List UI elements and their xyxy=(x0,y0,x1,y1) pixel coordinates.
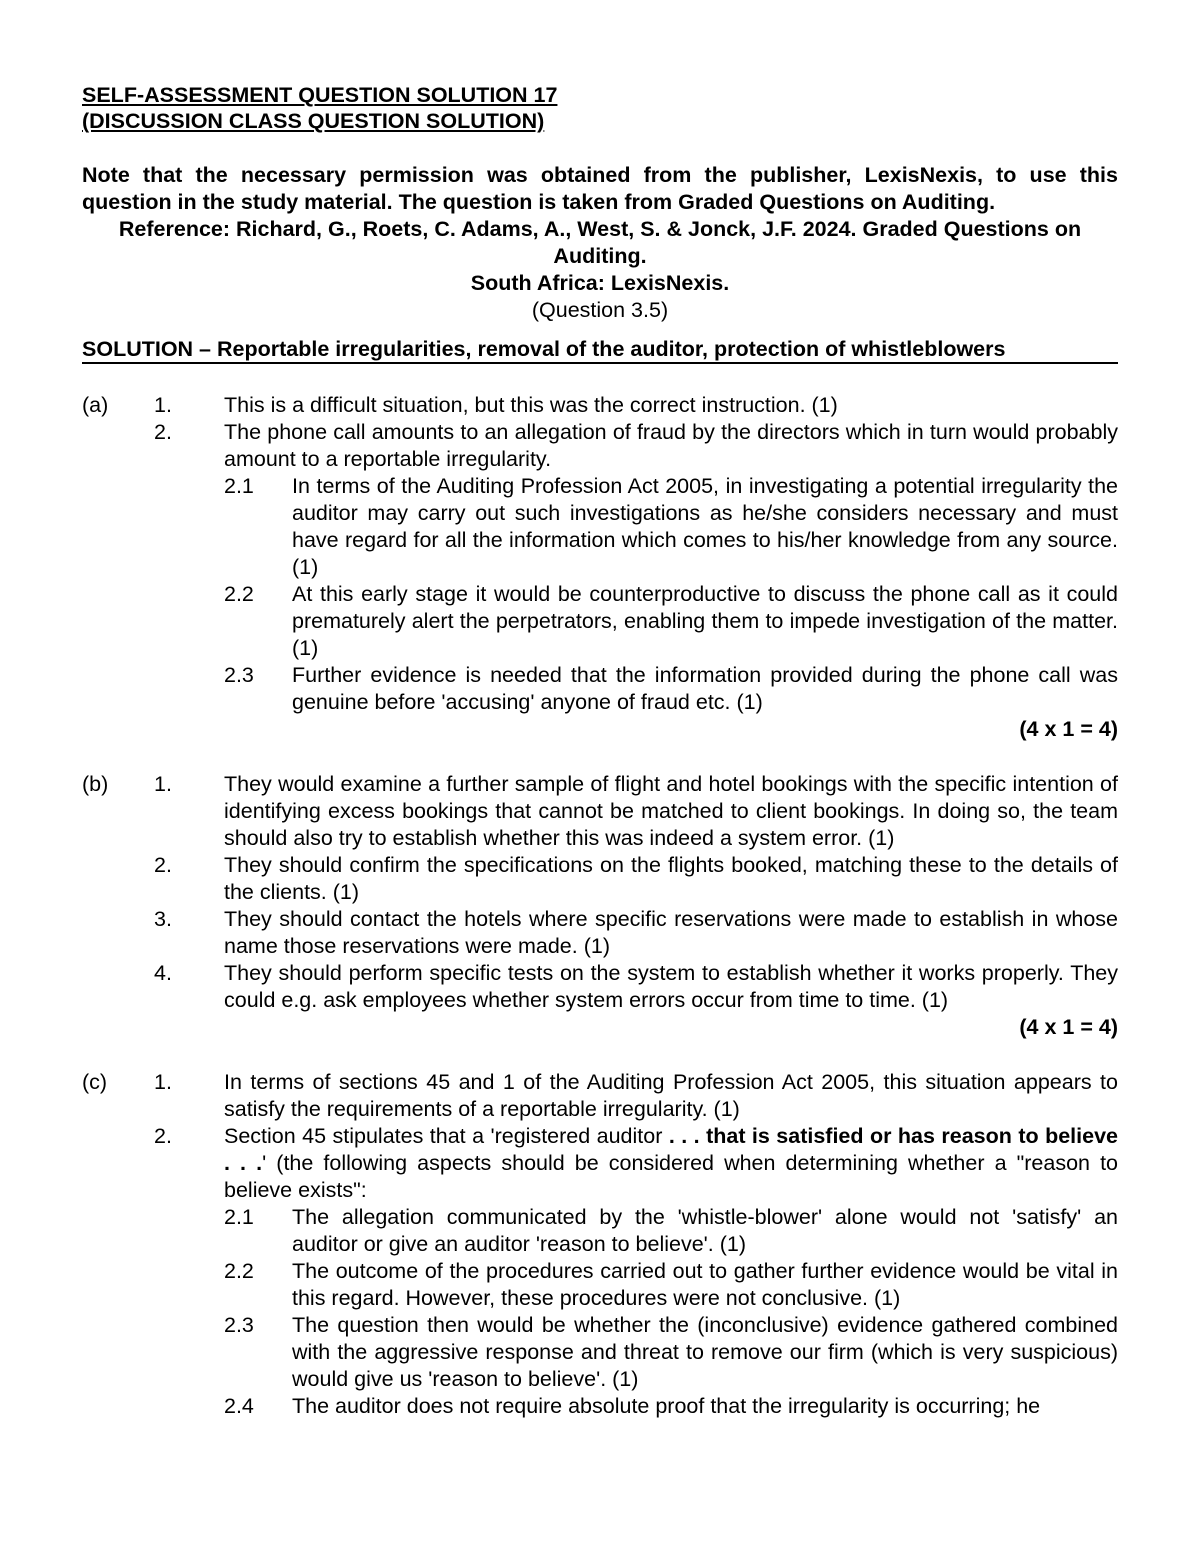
permission-note: Note that the necessary permission was obtained from the publisher, LexisNexis, to use this question in the study material. The question is taken from Graded Questions on Auditing. xyxy=(82,163,1118,214)
list-item xyxy=(82,392,1118,419)
sub-item xyxy=(224,1204,1118,1258)
sub-item xyxy=(224,1393,1118,1420)
sub-item-text: Further evidence is needed that the information provided during the phone call was genuine before 'accusing' anyone of fraud etc. (1) xyxy=(292,663,1118,714)
item-text: They should contact the hotels where specific reservations were made to establish in whose name those reservations were made. (1) xyxy=(224,907,1118,958)
sub-item-number: 2.2 xyxy=(224,1259,254,1283)
item-text: The phone call amounts to an allegation of fraud by the directors which in turn would probably amount to a reportable irregularity. xyxy=(224,420,1118,471)
part-label: (b) xyxy=(82,772,109,796)
sub-item-text: The outcome of the procedures carried out to gather further evidence would be vital in this regard. However, these procedures were not conclusive. (1) xyxy=(292,1259,1118,1310)
sub-item-number: 2.4 xyxy=(224,1394,254,1418)
sub-item-number: 2.1 xyxy=(224,1205,254,1229)
item-text-bold: . . . that is satisfied or has reason to believe . . . xyxy=(224,1124,1118,1175)
item-text xyxy=(224,1123,1118,1204)
list-item xyxy=(82,1123,1118,1204)
part-c xyxy=(82,1069,1118,1420)
item-text: In terms of sections 45 and 1 of the Auditing Profession Act 2005, this situation appears to satisfy the requirements of a reportable irregularity. (1) xyxy=(224,1070,1118,1121)
marks-total: (4 x 1 = 4) xyxy=(1019,1015,1118,1039)
solution-heading: SOLUTION – Reportable irregularities, removal of the auditor, protection of whistleblowers xyxy=(82,336,1118,364)
sub-item-number: 2.3 xyxy=(224,663,254,687)
list-item xyxy=(82,906,1118,960)
item-number: 1. xyxy=(154,1070,172,1094)
sub-item xyxy=(224,662,1118,716)
part-a xyxy=(82,392,1118,743)
item-number: 2. xyxy=(154,853,172,877)
item-text: They should perform specific tests on the system to establish whether it works properly. They could e.g. ask employees whether system errors occur from time to time. (1) xyxy=(224,961,1118,1012)
list-item xyxy=(82,852,1118,906)
list-item xyxy=(82,771,1118,852)
sub-item xyxy=(224,1258,1118,1312)
sub-item-number: 2.3 xyxy=(224,1313,254,1337)
part-label: (a) xyxy=(82,393,109,417)
part-label: (c) xyxy=(82,1070,108,1094)
item-number: 1. xyxy=(154,393,172,417)
document-title-line2: (DISCUSSION CLASS QUESTION SOLUTION) xyxy=(82,109,545,133)
reference-text: Reference: Richard, G., Roets, C. Adams, A., West, S. & Jonck, J.F. 2024. Graded Questions on Auditing. xyxy=(118,217,1082,268)
publisher-text: South Africa: LexisNexis. xyxy=(470,271,730,295)
item-number: 1. xyxy=(154,772,172,796)
sub-item-text: In terms of the Auditing Profession Act 2005, in investigating a potential irregularity the auditor may carry out such investigations as he/she considers necessary and must have regard for all the information which comes to his/her knowledge from any source. (1) xyxy=(292,474,1118,579)
part-b xyxy=(82,771,1118,1041)
item-text: They would examine a further sample of flight and hotel bookings with the specific intention of identifying excess bookings that cannot be matched to client bookings. In doing so, the team should also try to establish whether this was indeed a system error. (1) xyxy=(224,772,1118,850)
document-title-line1: SELF-ASSESSMENT QUESTION SOLUTION 17 xyxy=(82,83,558,107)
question-number: (Question 3.5) xyxy=(531,298,669,322)
sub-item-text: The auditor does not require absolute proof that the irregularity is occurring; he xyxy=(292,1394,1041,1418)
item-number: 2. xyxy=(154,1124,172,1148)
item-text-pre: Section 45 stipulates that a 'registered auditor xyxy=(224,1124,669,1148)
sub-item-text: The question then would be whether the (inconclusive) evidence gathered combined with the aggressive response and threat to remove our firm (which is very suspicious) would give us 'reason to believe'. (1) xyxy=(292,1313,1118,1391)
list-item xyxy=(82,419,1118,473)
item-number: 3. xyxy=(154,907,172,931)
sub-item-number: 2.2 xyxy=(224,582,254,606)
sub-item-text: At this early stage it would be counterproductive to discuss the phone call as it could prematurely alert the perpetrators, enabling them to impede investigation of the matter. (1) xyxy=(292,582,1118,660)
item-text: This is a difficult situation, but this was the correct instruction. (1) xyxy=(224,393,838,417)
item-number: 2. xyxy=(154,420,172,444)
item-text-post: ' (the following aspects should be considered when determining whether a "reason to believe exists": xyxy=(224,1151,1118,1202)
item-text: They should confirm the specifications on the flights booked, matching these to the details of the clients. (1) xyxy=(224,853,1118,904)
document-page xyxy=(82,82,1118,1420)
list-item xyxy=(82,960,1118,1014)
list-item xyxy=(82,1069,1118,1123)
sub-item-number: 2.1 xyxy=(224,474,254,498)
item-number: 4. xyxy=(154,961,172,985)
sub-item xyxy=(224,473,1118,581)
sub-item-text: The allegation communicated by the 'whistle-blower' alone would not 'satisfy' an auditor or give an auditor 'reason to believe'. (1) xyxy=(292,1205,1118,1256)
sub-item xyxy=(224,1312,1118,1393)
sub-item xyxy=(224,581,1118,662)
marks-total: (4 x 1 = 4) xyxy=(1019,717,1118,741)
